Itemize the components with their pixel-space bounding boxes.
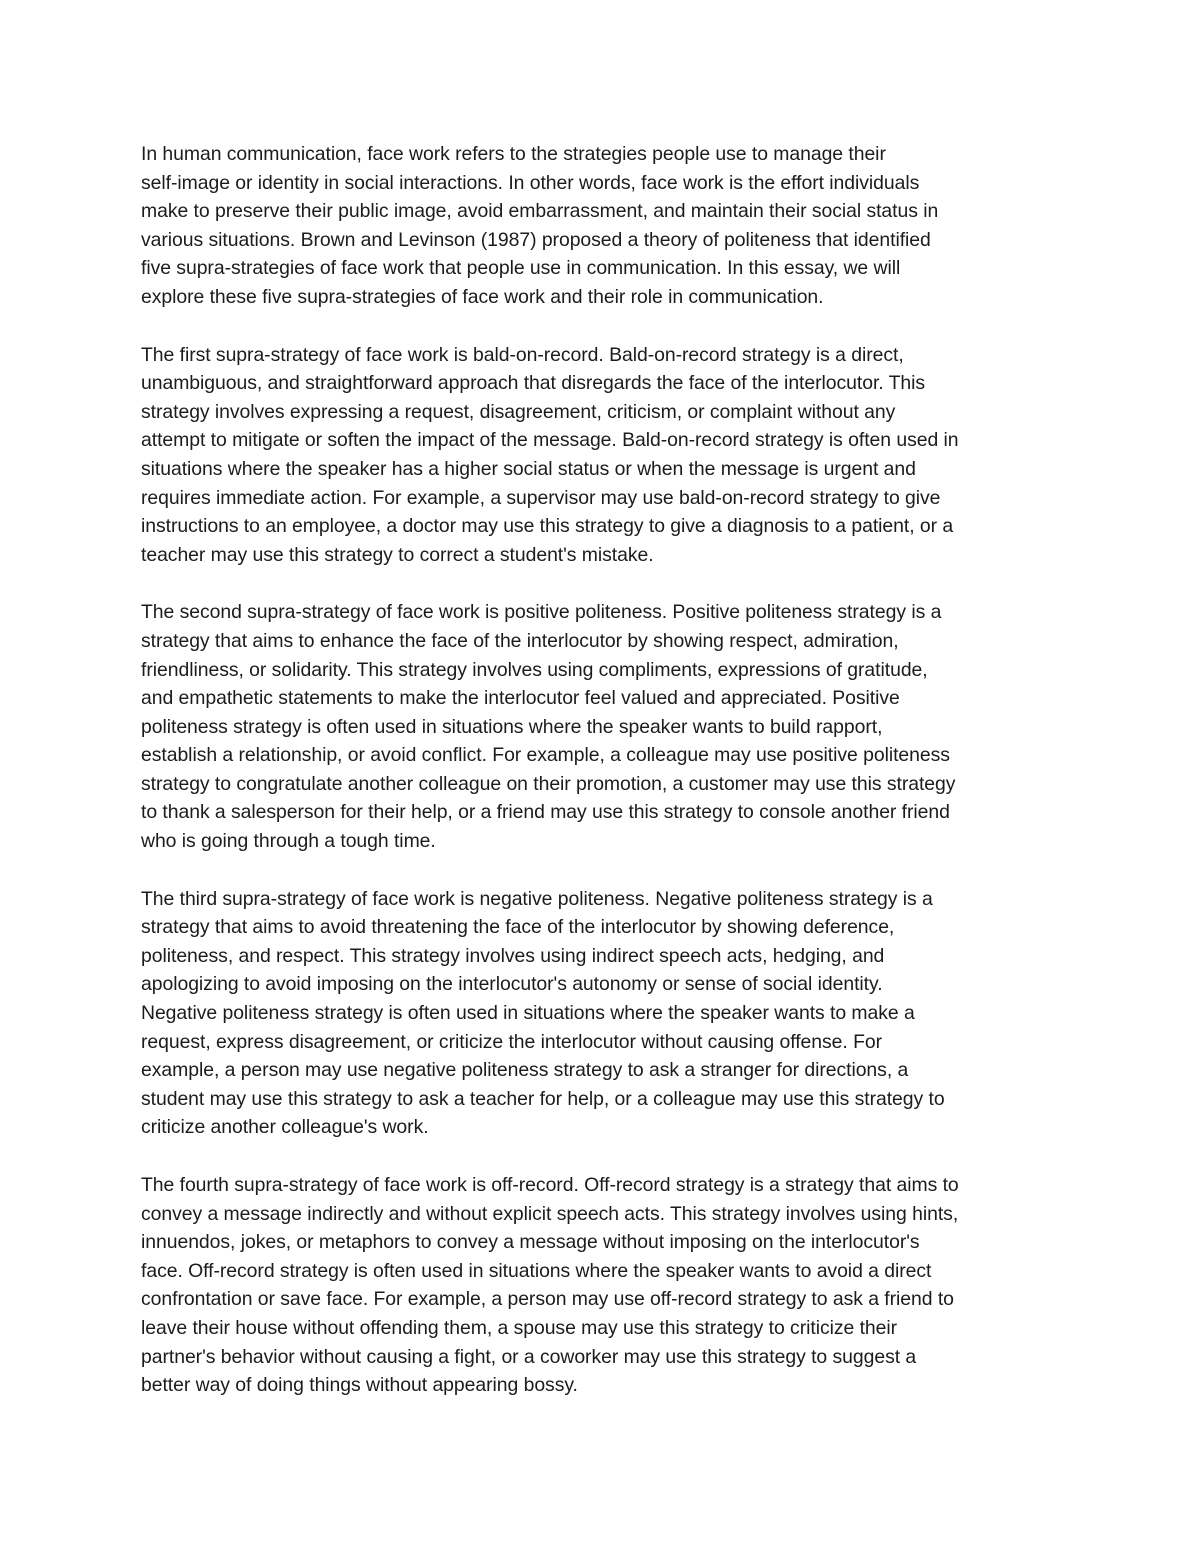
text-line: The second supra-strategy of face work is positive politeness. Positive politeness strategy is a — [141, 601, 942, 624]
paragraph-introduction — [141, 140, 1081, 312]
paragraph-off-record — [141, 1171, 1081, 1400]
text-line: In human communication, face work refers to the strategies people use to manage their — [141, 143, 886, 165]
text-line: friendliness, or solidarity. This strategy involves using compliments, expressions of gratitude, — [141, 658, 928, 681]
text-line: The first supra-strategy of face work is bald-on-record. Bald-on-record strategy is a direct, — [141, 343, 904, 366]
text-line: politeness strategy is often used in situations where the speaker wants to build rapport, — [141, 715, 883, 738]
text-line: innuendos, jokes, or metaphors to convey a message without imposing on the interlocutor's — [141, 1231, 920, 1254]
text-line: Negative politeness strategy is often used in situations where the speaker wants to make a — [141, 1002, 915, 1025]
text-line: apologizing to avoid imposing on the interlocutor's autonomy or sense of social identity. — [141, 973, 883, 996]
text-line: make to preserve their public image, avoid embarrassment, and maintain their social status in — [141, 200, 939, 223]
text-line: instructions to an employee, a doctor may use this strategy to give a diagnosis to a patient, or a — [141, 515, 954, 538]
text-line: strategy that aims to avoid threatening the face of the interlocutor by showing deference, — [141, 916, 895, 939]
text-line: strategy to congratulate another colleague on their promotion, a customer may use this strategy — [141, 772, 956, 795]
text-line: confrontation or save face. For example, a person may use off-record strategy to ask a friend to — [141, 1288, 954, 1311]
text-line: convey a message indirectly and without explicit speech acts. This strategy involves using hints, — [141, 1202, 959, 1225]
text-line: explore these five supra-strategies of face work and their role in communication. — [141, 285, 824, 308]
text-line: partner's behavior without causing a fight, or a coworker may use this strategy to suggest a — [141, 1345, 917, 1368]
text-line: example, a person may use negative politeness strategy to ask a stranger for directions, a — [141, 1059, 909, 1082]
text-line: who is going through a tough time. — [141, 830, 436, 853]
text-line: unambiguous, and straightforward approach that disregards the face of the interlocutor. This — [141, 372, 926, 395]
paragraph-negative-politeness — [141, 885, 1081, 1142]
text-line: The fourth supra-strategy of face work is off-record. Off-record strategy is a strategy that aims to — [141, 1174, 959, 1196]
text-line: request, express disagreement, or criticize the interlocutor without causing offense. For — [141, 1030, 883, 1053]
text-line: various situations. Brown and Levinson (1987) proposed a theory of politeness that identified — [141, 228, 931, 251]
paragraph-positive-politeness — [141, 598, 1081, 855]
text-line: self-image or identity in social interactions. In other words, face work is the effort individuals — [141, 171, 920, 194]
text-line: five supra-strategies of face work that people use in communication. In this essay, we will — [141, 257, 901, 280]
text-line: face. Off-record strategy is often used in situations where the speaker wants to avoid a direct — [141, 1259, 932, 1282]
text-line: better way of doing things without appearing bossy. — [141, 1374, 578, 1397]
paragraph-bald-on-record — [141, 341, 1081, 570]
text-line: to thank a salesperson for their help, or a friend may use this strategy to console another friend — [141, 801, 950, 824]
text-line: establish a relationship, or avoid conflict. For example, a colleague may use positive politeness — [141, 744, 950, 767]
text-line: attempt to mitigate or soften the impact of the message. Bald-on-record strategy is often used in — [141, 429, 959, 452]
text-line: The third supra-strategy of face work is negative politeness. Negative politeness strategy is a — [141, 887, 933, 910]
text-line: requires immediate action. For example, a supervisor may use bald-on-record strategy to give — [141, 486, 941, 509]
text-line: situations where the speaker has a higher social status or when the message is urgent and — [141, 457, 916, 480]
text-line: politeness, and respect. This strategy involves using indirect speech acts, hedging, and — [141, 944, 885, 967]
text-line: student may use this strategy to ask a teacher for help, or a colleague may use this strategy to — [141, 1087, 945, 1110]
document-body — [141, 140, 1081, 1429]
text-line: teacher may use this strategy to correct a student's mistake. — [141, 543, 654, 566]
text-line: strategy involves expressing a request, disagreement, criticism, or complaint without any — [141, 400, 896, 423]
text-line: leave their house without offending them, a spouse may use this strategy to criticize their — [141, 1316, 898, 1339]
text-line: and empathetic statements to make the interlocutor feel valued and appreciated. Positive — [141, 687, 900, 710]
text-line: strategy that aims to enhance the face of the interlocutor by showing respect, admiration, — [141, 629, 899, 652]
text-line: criticize another colleague's work. — [141, 1116, 429, 1139]
